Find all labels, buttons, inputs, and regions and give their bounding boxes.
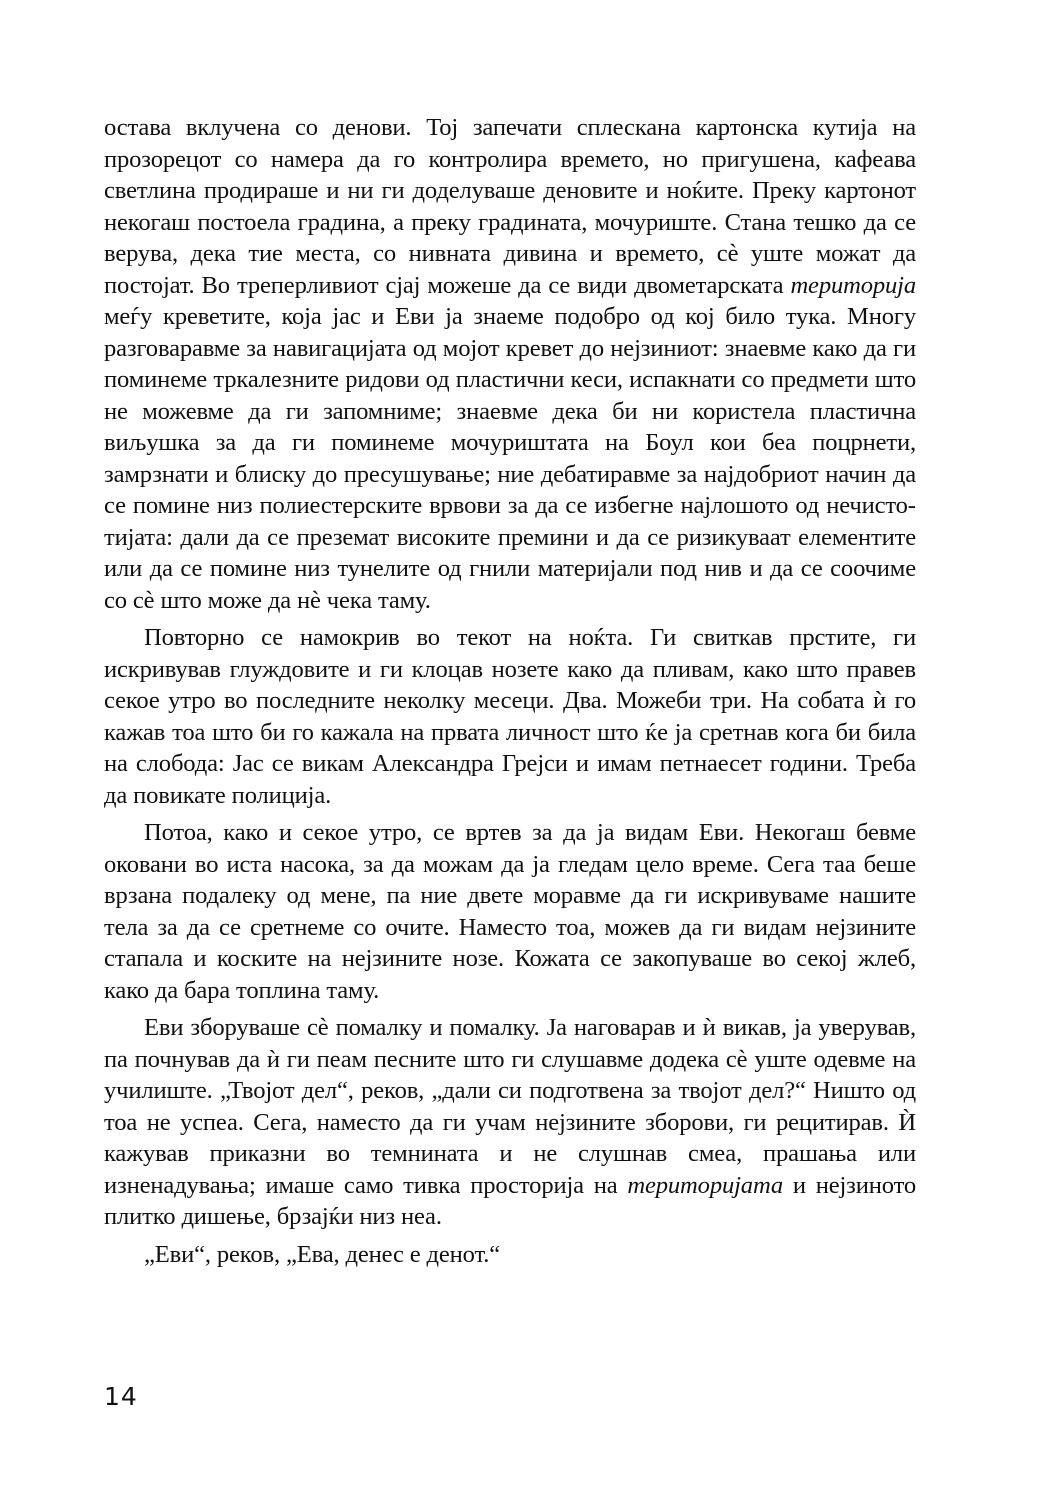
page-number: 14 xyxy=(104,1382,138,1411)
text-run: остава вклучена со денови. Тој запечати сплескана картонска кутија на прозорецот со намера да го контролира времето, но пригушена, кафеава светлина продираше и ни ги доделуваше деновите и ноќите. Преку картонот некогаш постоела градина, а преку градината, мочуриште. Стана тешко да се верува, дека тие места, со нивната дивина и времето, сѐ уште можат да постојат. Во треперливиот сјај можеше да се види двометарската xyxy=(104,114,916,299)
text-run: „Еви“, реков, „Ева, денес е денот.“ xyxy=(144,1240,501,1268)
italic-term: територијата xyxy=(627,1171,784,1199)
text-run: и нејзиното плитко дишење, брзајќи низ неа. xyxy=(104,1171,916,1230)
italic-term: територија xyxy=(790,271,916,299)
text-run: меѓу креветите, која јас и Еви ја знаеме подобро од кој било тука. Многу разговаравме за навигацијата од мојот кревет до нејзиниот: знаевме како да ги поминеме тркалезните ридови од пластични кеси, испакнати со предмети што не можевме да ги запомниме; знаевме дека би ни користела пластична виљушка за да ги поминеме мочуриштата на Боул кои беа поцрнети, замрзнати и блиску до пресушување; ние дебатиравме за најдобриот начин да се помине низ полиестерските врвови за да се избегне најлошото од нечистотијата: дали да се преземат високите премини и да се ризикуваат елементите или да се помине низ тунелите од гнили материјали под нив и да се соочиме со сѐ што може да нѐ чека таму. xyxy=(104,303,916,614)
paragraph xyxy=(104,1012,916,1233)
paragraph xyxy=(104,1239,916,1271)
paragraph xyxy=(104,112,916,616)
paragraph xyxy=(104,817,916,1006)
text-run: Потоа, како и секое утро, се вртев за да ја видам Еви. Некогаш бевме оковани во иста насока, за да можам да ја гледам цело време. Сега таа беше врзана подалеку од мене, па ние двете моравме да ги искривуваме нашите тела за да се сретнеме со очите. Наместо тоа, можев да ги видам нејзините стапала и коските на нејзините нозе. Кожата се закопуваше во секој жлеб, како да бара топлина таму. xyxy=(104,819,916,1004)
paragraph xyxy=(104,622,916,811)
body-text xyxy=(104,112,916,1270)
text-run: Повторно се намокрив во текот на ноќта. Ги свиткав прстите, ги искривував глуждовите и ги клоцав нозете како да пливам, како што правев секое утро во последните неколку месеци. Два. Можеби три. На собата ѝ го кажав тоа што би го кажала на првата личност што ќе ја сретнав кога би била на слобода: Јас се викам Александра Грејси и имам петнаесет години. Треба да повикате полиција. xyxy=(104,624,916,809)
text-run: Еви зборуваше сѐ помалку и помалку. Ја наговарав и ѝ викав, ја уверував, па почнував да ѝ ги пеам песните што ги слушавме додека сѐ уште одевме на училиште. „Твојот дел“, реков, „дали си подготвена за твојот дел?“ Ништо од тоа не успеа. Сега, наместо да ги учам нејзините зборови, ги рецитирав. Ѝ кажував приказни во темнината и не слушнав смеа, прашања или изненадувања; имаше само тивка просторија на xyxy=(104,1014,916,1199)
